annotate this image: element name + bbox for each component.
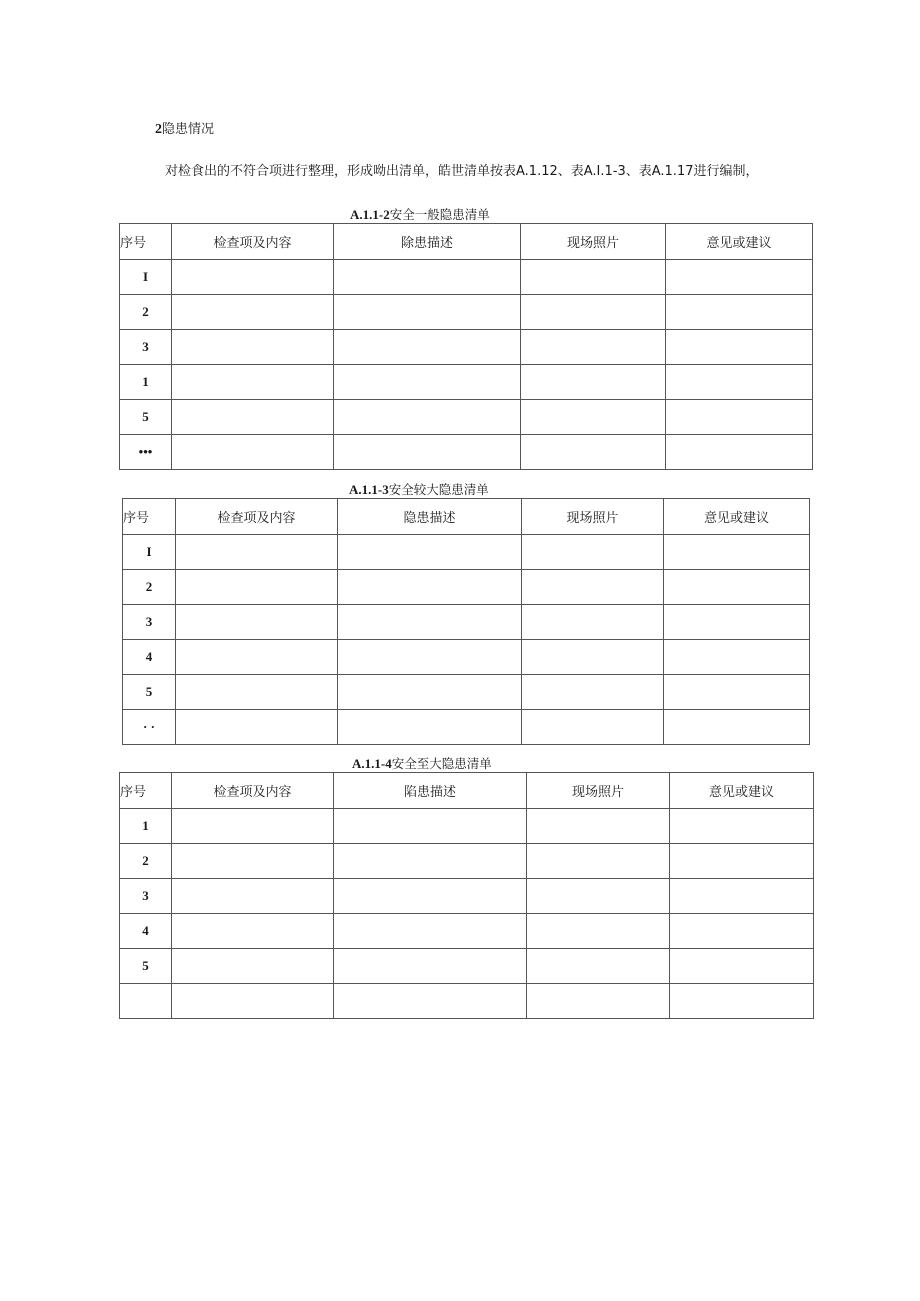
cell-suggestions — [664, 710, 810, 745]
row-number: ••• — [120, 435, 172, 470]
cell-suggestions — [670, 914, 814, 949]
cell-site-photo — [522, 675, 664, 710]
cell-inspection-item — [172, 844, 334, 879]
general-hazard-table — [119, 223, 813, 470]
table-row — [120, 879, 814, 914]
cell-hazard-description — [338, 605, 522, 640]
cell-site-photo — [527, 949, 670, 984]
row-number: 3 — [123, 605, 176, 640]
cell-suggestions — [666, 400, 813, 435]
section-heading — [155, 118, 214, 138]
cell-inspection-item — [172, 365, 334, 400]
cell-inspection-item — [172, 435, 334, 470]
header-suggestions: 意见或建议 — [664, 499, 810, 535]
cell-hazard-description — [334, 879, 527, 914]
section-title: 隐患情况 — [162, 122, 215, 137]
cell-inspection-item — [176, 605, 338, 640]
cell-inspection-item — [172, 984, 334, 1019]
header-serial-number: 序号 — [120, 773, 172, 809]
row-number: 2 — [120, 844, 172, 879]
cell-hazard-description — [334, 330, 521, 365]
cell-site-photo — [527, 984, 670, 1019]
header-site-photo: 现场照片 — [527, 773, 670, 809]
cell-hazard-description — [334, 844, 527, 879]
cell-site-photo — [522, 640, 664, 675]
cell-suggestions — [670, 844, 814, 879]
cell-hazard-description — [338, 640, 522, 675]
table-header-row — [120, 773, 814, 809]
cell-inspection-item — [172, 809, 334, 844]
cell-hazard-description — [334, 260, 521, 295]
table-row — [123, 710, 810, 745]
cell-site-photo — [522, 710, 664, 745]
header-suggestions: 意见或建议 — [666, 224, 813, 260]
cell-site-photo — [521, 435, 666, 470]
cell-site-photo — [522, 605, 664, 640]
row-number: 5 — [120, 400, 172, 435]
cell-site-photo — [521, 400, 666, 435]
cell-hazard-description — [338, 710, 522, 745]
header-suggestions: 意见或建议 — [670, 773, 814, 809]
header-hazard-description: 隐患描述 — [338, 499, 522, 535]
table-3-caption-text: 安全至大隐患清单 — [391, 756, 492, 771]
table-3-caption — [352, 754, 492, 772]
row-number: I — [123, 535, 176, 570]
cell-site-photo — [527, 879, 670, 914]
cell-hazard-description — [334, 400, 521, 435]
header-hazard-description: 陷患描述 — [334, 773, 527, 809]
table-1-caption — [350, 205, 490, 223]
cell-site-photo — [527, 914, 670, 949]
table-header-row — [120, 224, 813, 260]
table-row — [120, 914, 814, 949]
cell-inspection-item — [172, 260, 334, 295]
table-row — [120, 365, 813, 400]
table-row — [120, 984, 814, 1019]
cell-hazard-description — [338, 570, 522, 605]
table-row — [120, 435, 813, 470]
table-row — [120, 809, 814, 844]
cell-suggestions — [670, 809, 814, 844]
row-number: 4 — [123, 640, 176, 675]
cell-site-photo — [522, 570, 664, 605]
cell-suggestions — [666, 295, 813, 330]
cell-inspection-item — [176, 710, 338, 745]
cell-inspection-item — [172, 330, 334, 365]
table-row — [123, 675, 810, 710]
table-2-caption-code: A.1.1-3 — [349, 482, 389, 497]
table-row — [120, 295, 813, 330]
cell-suggestions — [664, 675, 810, 710]
header-hazard-description: 除患描述 — [334, 224, 521, 260]
table-header-row — [123, 499, 810, 535]
table-row — [123, 535, 810, 570]
major-hazard-table — [122, 498, 810, 745]
cell-inspection-item — [176, 640, 338, 675]
cell-suggestions — [664, 640, 810, 675]
cell-hazard-description — [334, 365, 521, 400]
header-serial-number: 序号 — [123, 499, 176, 535]
cell-hazard-description — [338, 675, 522, 710]
cell-hazard-description — [334, 809, 527, 844]
table-2-caption-text: 安全较大隐患清单 — [388, 482, 489, 497]
row-number: 1 — [120, 809, 172, 844]
table-row — [123, 640, 810, 675]
cell-hazard-description — [334, 949, 527, 984]
cell-suggestions — [664, 605, 810, 640]
table-row — [120, 260, 813, 295]
row-number: 3 — [120, 330, 172, 365]
cell-inspection-item — [172, 949, 334, 984]
table-1-caption-code: A.1.1-2 — [350, 207, 390, 222]
cell-suggestions — [666, 435, 813, 470]
cell-suggestions — [664, 570, 810, 605]
cell-hazard-description — [334, 984, 527, 1019]
cell-hazard-description — [338, 535, 522, 570]
row-number: 5 — [120, 949, 172, 984]
cell-site-photo — [521, 260, 666, 295]
cell-suggestions — [670, 879, 814, 914]
cell-inspection-item — [172, 914, 334, 949]
header-inspection-item: 检查项及内容 — [172, 773, 334, 809]
row-number: I — [120, 260, 172, 295]
row-number: 5 — [123, 675, 176, 710]
table-1-caption-text: 安全一般隐患清单 — [389, 207, 490, 222]
cell-site-photo — [527, 809, 670, 844]
section-number: 2 — [155, 122, 162, 137]
cell-hazard-description — [334, 295, 521, 330]
row-number: 3 — [120, 879, 172, 914]
cell-inspection-item — [176, 570, 338, 605]
cell-inspection-item — [172, 400, 334, 435]
cell-site-photo — [521, 330, 666, 365]
header-serial-number: 序号 — [120, 224, 172, 260]
cell-site-photo — [521, 365, 666, 400]
table-row — [123, 570, 810, 605]
table-row — [123, 605, 810, 640]
table-3-caption-code: A.1.1-4 — [352, 756, 392, 771]
cell-site-photo — [521, 295, 666, 330]
table-row — [120, 330, 813, 365]
cell-suggestions — [670, 949, 814, 984]
header-inspection-item: 检查项及内容 — [176, 499, 338, 535]
serious-hazard-table — [119, 772, 814, 1019]
cell-site-photo — [522, 535, 664, 570]
table-row — [120, 844, 814, 879]
section-paragraph: 对检食出的不符合项进行整理，形成呦出清单，皓世清单按表A.1.12、表A.I.1-3、表A.1.17进行编制， — [165, 164, 759, 179]
cell-inspection-item — [172, 295, 334, 330]
row-number — [120, 984, 172, 1019]
cell-inspection-item — [172, 879, 334, 914]
table-row — [120, 949, 814, 984]
cell-site-photo — [527, 844, 670, 879]
header-inspection-item: 检查项及内容 — [172, 224, 334, 260]
cell-hazard-description — [334, 435, 521, 470]
row-number: · · — [123, 710, 176, 745]
row-number: 4 — [120, 914, 172, 949]
cell-hazard-description — [334, 914, 527, 949]
row-number: 1 — [120, 365, 172, 400]
cell-suggestions — [670, 984, 814, 1019]
cell-inspection-item — [176, 675, 338, 710]
cell-suggestions — [664, 535, 810, 570]
table-row — [120, 400, 813, 435]
row-number: 2 — [120, 295, 172, 330]
table-2-caption — [349, 480, 489, 498]
row-number: 2 — [123, 570, 176, 605]
cell-suggestions — [666, 260, 813, 295]
cell-suggestions — [666, 365, 813, 400]
header-site-photo: 现场照片 — [522, 499, 664, 535]
header-site-photo: 现场照片 — [521, 224, 666, 260]
cell-inspection-item — [176, 535, 338, 570]
cell-suggestions — [666, 330, 813, 365]
